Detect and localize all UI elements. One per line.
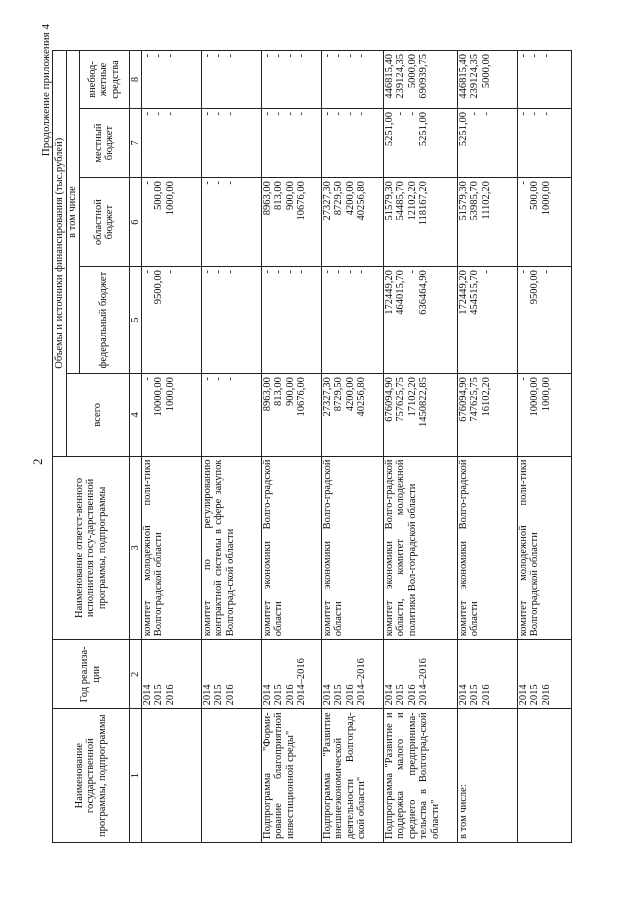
col-number: 5	[129, 267, 141, 374]
local-cell: 5251,00 - -	[457, 109, 517, 178]
year-cell: 2014 2015 2016	[201, 640, 261, 709]
extra-cell: 446815,40 239124,35 5000,00	[457, 51, 517, 109]
table-header	[53, 51, 142, 843]
federal-cell: - - - -	[261, 267, 321, 374]
page-number: 2	[30, 458, 45, 465]
local-cell: - - -	[517, 109, 571, 178]
federal-cell: - - - -	[321, 267, 383, 374]
col-number: 3	[129, 456, 141, 640]
col-number: 2	[129, 640, 141, 709]
col-number: 6	[129, 178, 141, 267]
header-year: Год реализа-ции	[53, 640, 130, 709]
federal-cell: 172449,20 464015,70 - 636464,90	[383, 267, 457, 374]
regional-cell: - 500,00 1000,00	[517, 178, 571, 267]
regional-cell: - 500,00 1000,00	[141, 178, 201, 267]
header-total: всего	[67, 374, 130, 456]
year-cell: 2014 2015 2016 2014–2016	[321, 640, 383, 709]
local-cell: - - -	[201, 109, 261, 178]
table-row	[141, 51, 201, 843]
program-cell: Подпрограмма "Форми-рование благоприятной инвестиционной среды"	[261, 709, 321, 843]
executor-cell: комитет экономики Волго-градской области	[457, 456, 517, 640]
continuation-note: Продолжение приложения 4	[40, 24, 52, 157]
program-cell	[517, 709, 571, 843]
regional-cell: - - -	[201, 178, 261, 267]
funding-table	[52, 50, 572, 843]
program-cell: Подпрограмма "Развитие и поддержка малого и среднего предпринима-тельства в Волгоград-ской области"	[383, 709, 457, 843]
year-cell: 2014 2015 2016 2014–2016	[383, 640, 457, 709]
extra-cell: 446815,40 239124,35 5000,00 690939,75	[383, 51, 457, 109]
header-local: местный бюджет	[79, 109, 129, 178]
table-body	[141, 51, 571, 843]
year-cell: 2014 2015 2016 2014–2016	[261, 640, 321, 709]
table-row	[321, 51, 383, 843]
federal-cell: 172449,20 454515,70 -	[457, 267, 517, 374]
local-cell: - - -	[141, 109, 201, 178]
header-regional: областной бюджет	[79, 178, 129, 267]
year-cell: 2014 2015 2016	[457, 640, 517, 709]
extra-cell: - - -	[201, 51, 261, 109]
total-cell: 8963,00 813,00 900,00 10676,00	[261, 374, 321, 456]
extra-cell: - - - -	[261, 51, 321, 109]
federal-cell: - - -	[201, 267, 261, 374]
local-cell: - - - -	[321, 109, 383, 178]
header-program: Наименование государственной программы, подпрограммы	[53, 709, 130, 843]
col-number: 4	[129, 374, 141, 456]
executor-cell: комитет экономики Волго-градской области	[261, 456, 321, 640]
header-federal: федеральный бюджет	[79, 267, 129, 374]
col-number: 7	[129, 109, 141, 178]
table-row	[457, 51, 517, 843]
total-cell: 676094,90 747625,75 16102,20	[457, 374, 517, 456]
total-cell: - 10000,00 1000,00	[141, 374, 201, 456]
local-cell: - - - -	[261, 109, 321, 178]
executor-cell: комитет экономики Волго-градской области	[321, 456, 383, 640]
regional-cell: 51579,30 54485,70 12102,20 118167,20	[383, 178, 457, 267]
header-executor: Наименование ответст-венного исполнителя госу-дарственной программы, подпрограммы	[53, 456, 130, 640]
executor-cell: комитет молодежной поли-тики Волгоградской области	[517, 456, 571, 640]
federal-cell: - 9500,00 -	[141, 267, 201, 374]
total-cell: 676094,90 757625,75 17102,20 1450822,85	[383, 374, 457, 456]
year-cell: 2014 2015 2016	[141, 640, 201, 709]
extra-cell: - - - -	[321, 51, 383, 109]
year-cell: 2014 2015 2016	[517, 640, 571, 709]
program-cell	[141, 709, 201, 843]
extra-cell: - - -	[517, 51, 571, 109]
total-cell: 27327,30 8729,50 4200,00 40256,80	[321, 374, 383, 456]
local-cell: 5251,00 - - 5251,00	[383, 109, 457, 178]
table-row	[201, 51, 261, 843]
regional-cell: 27327,30 8729,50 4200,00 40256,80	[321, 178, 383, 267]
header-funding: Объемы и источники финансирования (тыс.рублей)	[53, 51, 67, 457]
program-cell: Подпрограмма "Развитие внешнеэкономической деятельности Волгоград-ской области"	[321, 709, 383, 843]
regional-cell: 8963,00 813,00 900,00 10676,00	[261, 178, 321, 267]
regional-cell: 51579,30 53985,70 11102,20	[457, 178, 517, 267]
table-row	[383, 51, 457, 843]
program-cell	[201, 709, 261, 843]
header-including: в том числе	[67, 51, 80, 374]
total-cell: - - -	[201, 374, 261, 456]
extra-cell: - - -	[141, 51, 201, 109]
table-row	[261, 51, 321, 843]
executor-cell: комитет экономики Волго-градской области, комитет молодежной политики Вол-гоградской области	[383, 456, 457, 640]
col-number: 8	[129, 51, 141, 109]
executor-cell: комитет молодежной поли-тики Волгоградской области	[141, 456, 201, 640]
col-number: 1	[129, 709, 141, 843]
table-row	[517, 51, 571, 843]
federal-cell: - 9500,00 -	[517, 267, 571, 374]
executor-cell: комитет по регулированию контрактной системы в сфере закупок Волгоград-ской области	[201, 456, 261, 640]
program-cell: в том числе:	[457, 709, 517, 843]
total-cell: - 10000,00 1000,00	[517, 374, 571, 456]
header-extra: внебюд-жетные средства	[79, 51, 129, 109]
